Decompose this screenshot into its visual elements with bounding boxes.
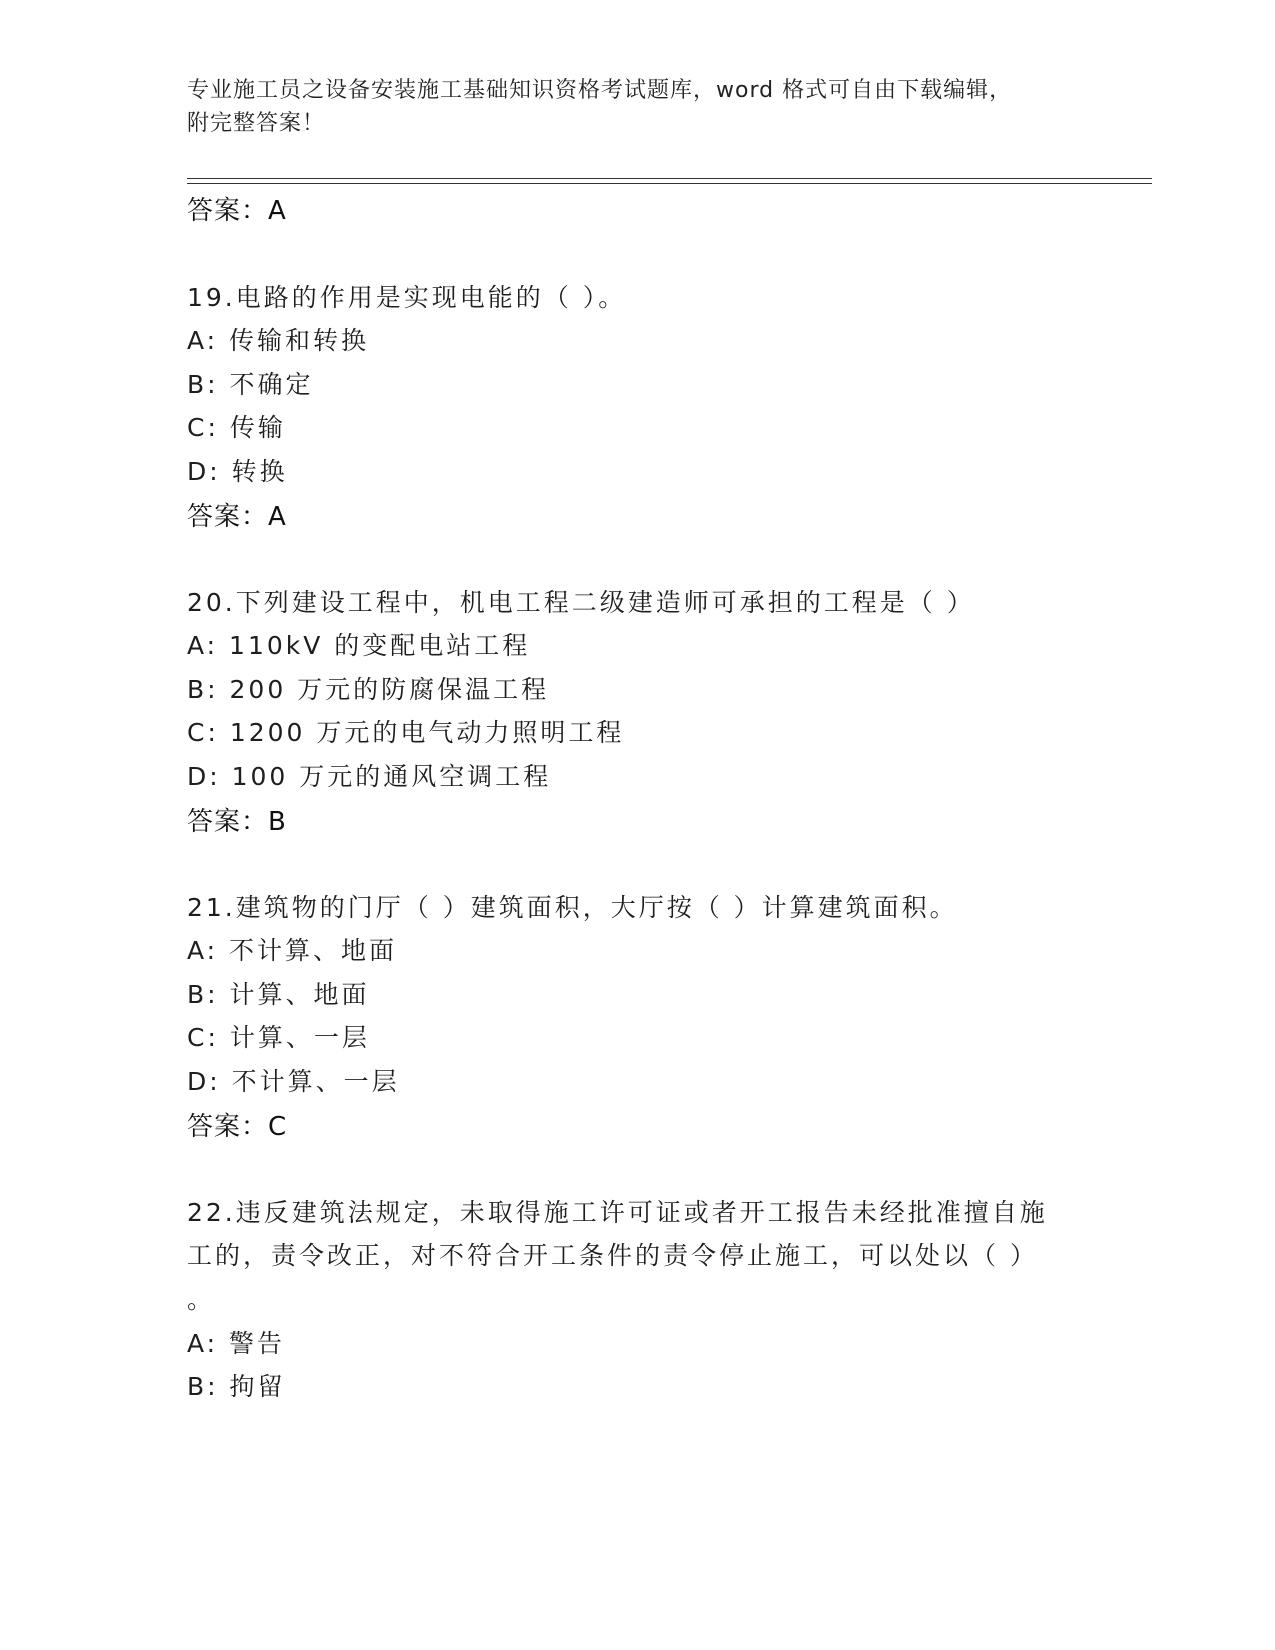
question-20-option-a: A: 110kV 的变配电站工程 <box>187 631 531 660</box>
question-19-answer: 答案：A <box>187 502 287 532</box>
question-19-option-a: A: 传输和转换 <box>187 326 370 355</box>
question-19-option-b: B: 不确定 <box>187 370 314 399</box>
question-20-option-d: D: 100 万元的通风空调工程 <box>187 762 552 791</box>
question-19-option-d: D: 转换 <box>187 457 288 486</box>
question-22-option-a: A: 警告 <box>187 1329 286 1358</box>
question-22-option-b: B: 拘留 <box>187 1372 286 1401</box>
question-19-stem: 19.电路的作用是实现电能的（ ）。 <box>187 283 627 312</box>
document-header <box>187 74 1087 140</box>
header-line-2: 附完整答案！ <box>187 111 326 136</box>
question-21-option-c: C: 计算、一层 <box>187 1023 370 1052</box>
question-21-stem: 21.建筑物的门厅（ ）建筑面积，大厅按（ ）计算建筑面积。 <box>187 893 958 922</box>
question-22-stem-line-1: 22.违反建筑法规定，未取得施工许可证或者开工报告未经批准擅自施 <box>187 1198 1048 1227</box>
question-21-option-a: A: 不计算、地面 <box>187 936 398 965</box>
question-21-option-d: D: 不计算、一层 <box>187 1067 400 1096</box>
previous-answer: 答案：A <box>187 196 287 226</box>
question-19-option-c: C: 传输 <box>187 413 286 442</box>
question-20-stem: 20.下列建设工程中，机电工程二级建造师可承担的工程是（ ） <box>187 588 975 617</box>
question-20-answer: 答案：B <box>187 807 287 837</box>
question-20-option-c: C: 1200 万元的电气动力照明工程 <box>187 718 625 747</box>
question-22-stem-line-2: 工的，责令改正，对不符合开工条件的责令停止施工，可以处以（ ） <box>187 1241 1038 1270</box>
question-21-answer: 答案：C <box>187 1112 288 1142</box>
header-line-1: 专业施工员之设备安装施工基础知识资格考试题库，word 格式可自由下载编辑， <box>187 78 1013 103</box>
header-divider-top <box>187 178 1152 179</box>
header-divider-bottom <box>187 183 1152 184</box>
question-22-stem-line-3: 。 <box>187 1285 216 1314</box>
question-20-option-b: B: 200 万元的防腐保温工程 <box>187 675 550 704</box>
question-21-option-b: B: 计算、地面 <box>187 980 370 1009</box>
